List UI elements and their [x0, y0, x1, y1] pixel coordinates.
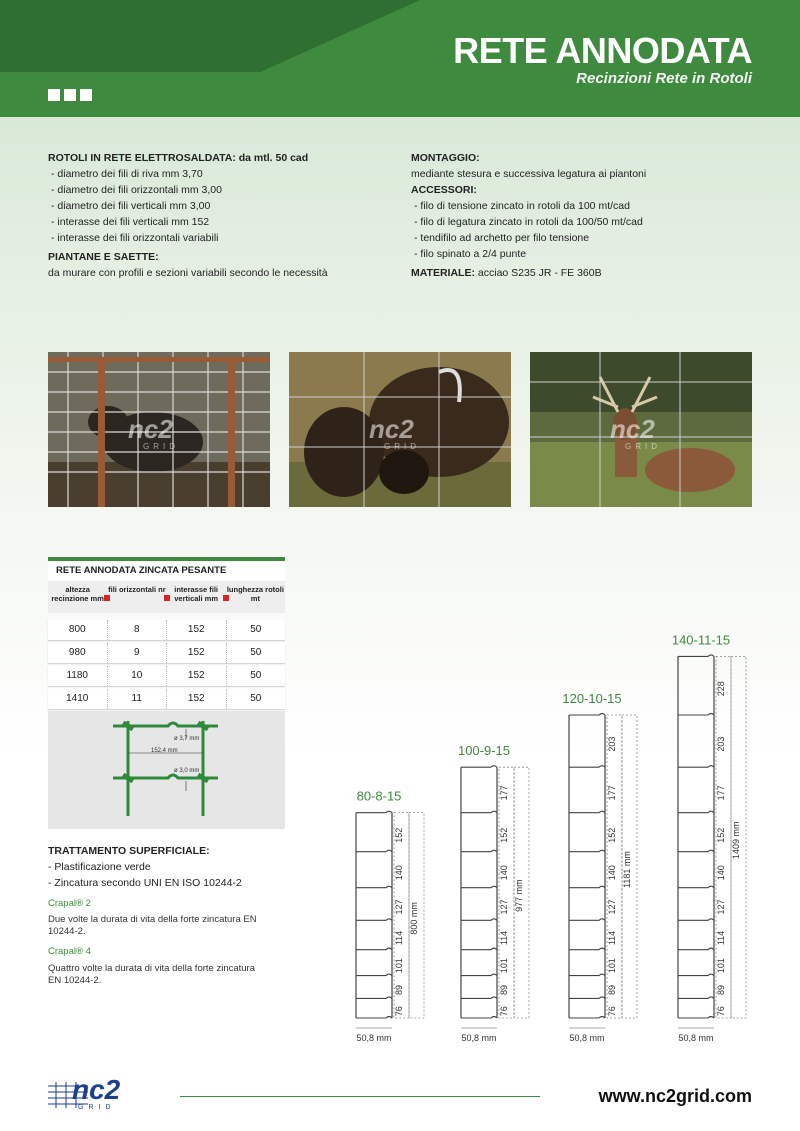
net-width-label: 50,8 mm — [569, 1033, 605, 1043]
net-spacing-label: 114 — [394, 930, 404, 946]
net-width-label: 50,8 mm — [678, 1033, 714, 1043]
wire-diameter-1: ø 3,7 mm — [174, 736, 200, 742]
net-title: 100-9-15 — [457, 743, 511, 759]
materiale-line — [411, 265, 751, 281]
piantane-text: da murare con profili e sezioni variabili secondo le necessità — [48, 267, 328, 279]
net-spacing-label: 89 — [394, 985, 404, 996]
materiale-label: MATERIALE: — [411, 267, 475, 279]
net-horizontal-wire — [461, 811, 497, 813]
net-horizontal-wire — [569, 997, 605, 999]
table-cell: 152 — [167, 666, 227, 686]
wire-diameter-2: ø 3,0 mm — [174, 768, 200, 774]
net-horizontal-wire — [569, 886, 605, 888]
crapal2-label: Crapal® 2 — [48, 898, 91, 909]
net-horizontal-wire — [461, 1017, 497, 1019]
footer-logo-sub: GRID — [78, 1104, 116, 1111]
net-dimension-frame — [499, 767, 514, 1018]
net-spacing-label: 203 — [607, 736, 617, 752]
net-spacing-label: 76 — [499, 1006, 509, 1017]
net-spacing-label: 114 — [716, 930, 726, 946]
accessori-heading: ACCESSORI: — [411, 184, 477, 196]
net-horizontal-wire — [569, 766, 605, 768]
table-cell: 152 — [167, 689, 227, 709]
crapal4-text: Quattro volte la durata di vita della forte zincatura EN 10244-2. — [48, 963, 256, 986]
rotoli-spec — [48, 150, 388, 281]
photo-watermark-sub: GRID — [143, 442, 179, 451]
net-horizontal-wire — [356, 948, 392, 950]
net-horizontal-wire — [678, 655, 714, 657]
net-spacing-label: 127 — [394, 899, 404, 915]
net-spacing-label: 140 — [499, 865, 509, 881]
net-title: 120-10-15 — [562, 690, 622, 706]
net-spacing-label: 177 — [716, 785, 726, 801]
table-cell: 152 — [167, 620, 227, 640]
net-spacing-label: 177 — [499, 785, 509, 801]
net-spacing-label: 177 — [607, 785, 617, 801]
treatment-item: - Plastificazione verde — [48, 861, 151, 873]
net-spacing-label: 89 — [499, 985, 509, 996]
net-spacing-label: 152 — [607, 827, 617, 843]
treatment-item: - Zincatura secondo UNI EN ISO 10244-2 — [48, 877, 242, 889]
net-horizontal-wire — [461, 850, 497, 852]
net-horizontal-wire — [356, 886, 392, 888]
treatment-heading: TRATTAMENTO SUPERFICIALE: — [48, 845, 210, 857]
crapal2-text: Due volte la durata di vita della forte zincatura EN 10244-2. — [48, 914, 257, 937]
header-altezza: altezza recinzione mm — [51, 585, 104, 603]
net-diagrams — [0, 540, 800, 1050]
net-spacing-label: 101 — [607, 958, 617, 974]
net-spacing-label: 76 — [394, 1006, 404, 1017]
table-cell: 152 — [167, 643, 227, 663]
net-spacing-label: 140 — [607, 865, 617, 881]
net-horizontal-wire — [569, 713, 605, 715]
net-spacing-label: 140 — [716, 865, 726, 881]
net-spacing-label: 76 — [716, 1006, 726, 1017]
net-horizontal-wire — [678, 997, 714, 999]
table-cell: 50 — [250, 670, 262, 681]
net-spacing-label: 152 — [499, 827, 509, 843]
net-spacing-label: 101 — [394, 958, 404, 974]
net-spacing-label: 203 — [716, 736, 726, 752]
table-title: RETE ANNODATA ZINCATA PESANTE — [48, 561, 285, 581]
net-horizontal-wire — [678, 886, 714, 888]
net-title: 80-8-15 — [356, 788, 402, 804]
photo-bison — [289, 352, 511, 507]
net-horizontal-wire — [461, 997, 497, 999]
header-lunghezza: lunghezza rotoli mt — [226, 585, 284, 603]
montaggio-heading: MONTAGGIO: — [411, 152, 480, 164]
net-horizontal-wire — [356, 974, 392, 976]
net-horizontal-wire — [569, 1017, 605, 1019]
piantane-heading: PIANTANE E SAETTE: — [48, 251, 159, 263]
net-spacing-label: 101 — [716, 958, 726, 974]
table-cell: 980 — [48, 643, 108, 663]
net-horizontal-wire — [678, 948, 714, 950]
montaggio-text: mediante stesura e successiva legatura ai piantoni — [411, 168, 647, 180]
net-spacing-label: 152 — [394, 827, 404, 843]
header-dark-band — [0, 0, 420, 72]
rotoli-heading: ROTOLI IN RETE ELETTROSALDATA: da mtl. 50 cad — [48, 152, 309, 164]
net-spacing-label: 89 — [607, 985, 617, 996]
page-header — [0, 0, 800, 117]
wire-spacing: 152,4 mm — [151, 748, 178, 754]
net-total-label: 977 mm — [514, 879, 524, 912]
page-subtitle: Recinzioni Rete in Rotoli — [576, 70, 752, 87]
header-square-2 — [64, 89, 76, 101]
table-cell: 800 — [48, 620, 108, 640]
footer-logo — [48, 1074, 168, 1116]
net-width-label: 50,8 mm — [461, 1033, 497, 1043]
net-horizontal-wire — [461, 948, 497, 950]
net-horizontal-wire — [356, 850, 392, 852]
net-horizontal-wire — [461, 886, 497, 888]
net-horizontal-wire — [678, 811, 714, 813]
page-title: RETE ANNODATA — [453, 30, 752, 71]
table-cell: 50 — [250, 693, 262, 704]
photo-watermark: nc2 — [369, 414, 414, 444]
net-spacing-label: 152 — [716, 827, 726, 843]
table-cell: 1410 — [48, 689, 108, 709]
net-horizontal-wire — [678, 1017, 714, 1019]
net-horizontal-wire — [569, 811, 605, 813]
net-horizontal-wire — [678, 919, 714, 921]
rotoli-item: - diametro dei fili di riva mm 3,70 — [51, 168, 203, 180]
table-cell: 50 — [250, 647, 262, 658]
rotoli-item: - interasse dei fili verticali mm 152 — [51, 216, 210, 228]
net-spacing-label: 89 — [716, 985, 726, 996]
net-horizontal-wire — [461, 974, 497, 976]
net-spacing-label: 127 — [716, 899, 726, 915]
net-horizontal-wire — [461, 919, 497, 921]
net-spacing-label: 228 — [716, 681, 726, 697]
rotoli-item: - interasse dei fili orizzontali variabili — [51, 232, 219, 244]
net-horizontal-wire — [356, 997, 392, 999]
montaggio-spec — [411, 150, 751, 281]
net-horizontal-wire — [356, 919, 392, 921]
net-spacing-label: 76 — [607, 1006, 617, 1017]
net-spacing-label: 114 — [499, 930, 509, 946]
net-total-label: 1181 mm — [622, 851, 632, 888]
footer-logo-text: nc2 — [72, 1074, 121, 1105]
photo-watermark: nc2 — [610, 414, 655, 444]
accessori-item: - filo di legatura zincato in rotoli da 100/50 mt/cad — [414, 216, 643, 228]
net-horizontal-wire — [678, 974, 714, 976]
header-square-3 — [80, 89, 92, 101]
table-cell: 11 — [108, 689, 168, 709]
table-cell: 50 — [250, 624, 262, 635]
header-fili: fili orizzontali nr — [108, 585, 166, 594]
net-horizontal-wire — [569, 948, 605, 950]
net-spacing-label: 127 — [499, 899, 509, 915]
accessori-item: - filo spinato a 2/4 punte — [414, 248, 527, 260]
net-total-label: 800 mm — [409, 902, 419, 935]
rotoli-item: - diametro dei fili verticali mm 3,00 — [51, 200, 211, 212]
photo-deer — [530, 352, 752, 507]
net-horizontal-wire — [569, 919, 605, 921]
rotoli-item: - diametro dei fili orizzontali mm 3,00 — [51, 184, 222, 196]
photo-watermark: nc2 — [128, 414, 173, 444]
accessori-item: - filo di tensione zincato in rotoli da 100 mt/cad — [414, 200, 630, 212]
materiale-text: acciao S235 JR - FE 360B — [477, 267, 602, 279]
net-horizontal-wire — [678, 850, 714, 852]
net-horizontal-wire — [356, 811, 392, 813]
photo-boar — [48, 352, 270, 507]
net-spacing-label: 114 — [607, 930, 617, 946]
photo-watermark-sub: GRID — [384, 442, 420, 451]
net-horizontal-wire — [356, 1017, 392, 1019]
net-horizontal-wire — [678, 766, 714, 768]
net-spacing-label: 127 — [607, 899, 617, 915]
footer-divider — [180, 1096, 540, 1097]
net-title: 140-11-15 — [671, 632, 731, 648]
header-square-1 — [48, 89, 60, 101]
net-horizontal-wire — [569, 974, 605, 976]
footer-url: www.nc2grid.com — [598, 1086, 752, 1106]
net-spacing-label: 140 — [394, 865, 404, 881]
table-cell: 1180 — [48, 666, 108, 686]
table-cell: 8 — [108, 620, 168, 640]
net-spacing-label: 101 — [499, 958, 509, 974]
net-width-label: 50,8 mm — [356, 1033, 392, 1043]
table-cell: 9 — [108, 643, 168, 663]
accessori-item: - tendifilo ad archetto per filo tensione — [414, 232, 590, 244]
table-cell: 10 — [108, 666, 168, 686]
net-total-label: 1409 mm — [731, 821, 741, 859]
net-horizontal-wire — [461, 766, 497, 768]
header-interasse: interasse fili verticali mm — [174, 585, 219, 603]
crapal4-label: Crapal® 4 — [48, 946, 91, 957]
net-horizontal-wire — [569, 850, 605, 852]
net-horizontal-wire — [678, 713, 714, 715]
photo-watermark-sub: GRID — [625, 442, 661, 451]
